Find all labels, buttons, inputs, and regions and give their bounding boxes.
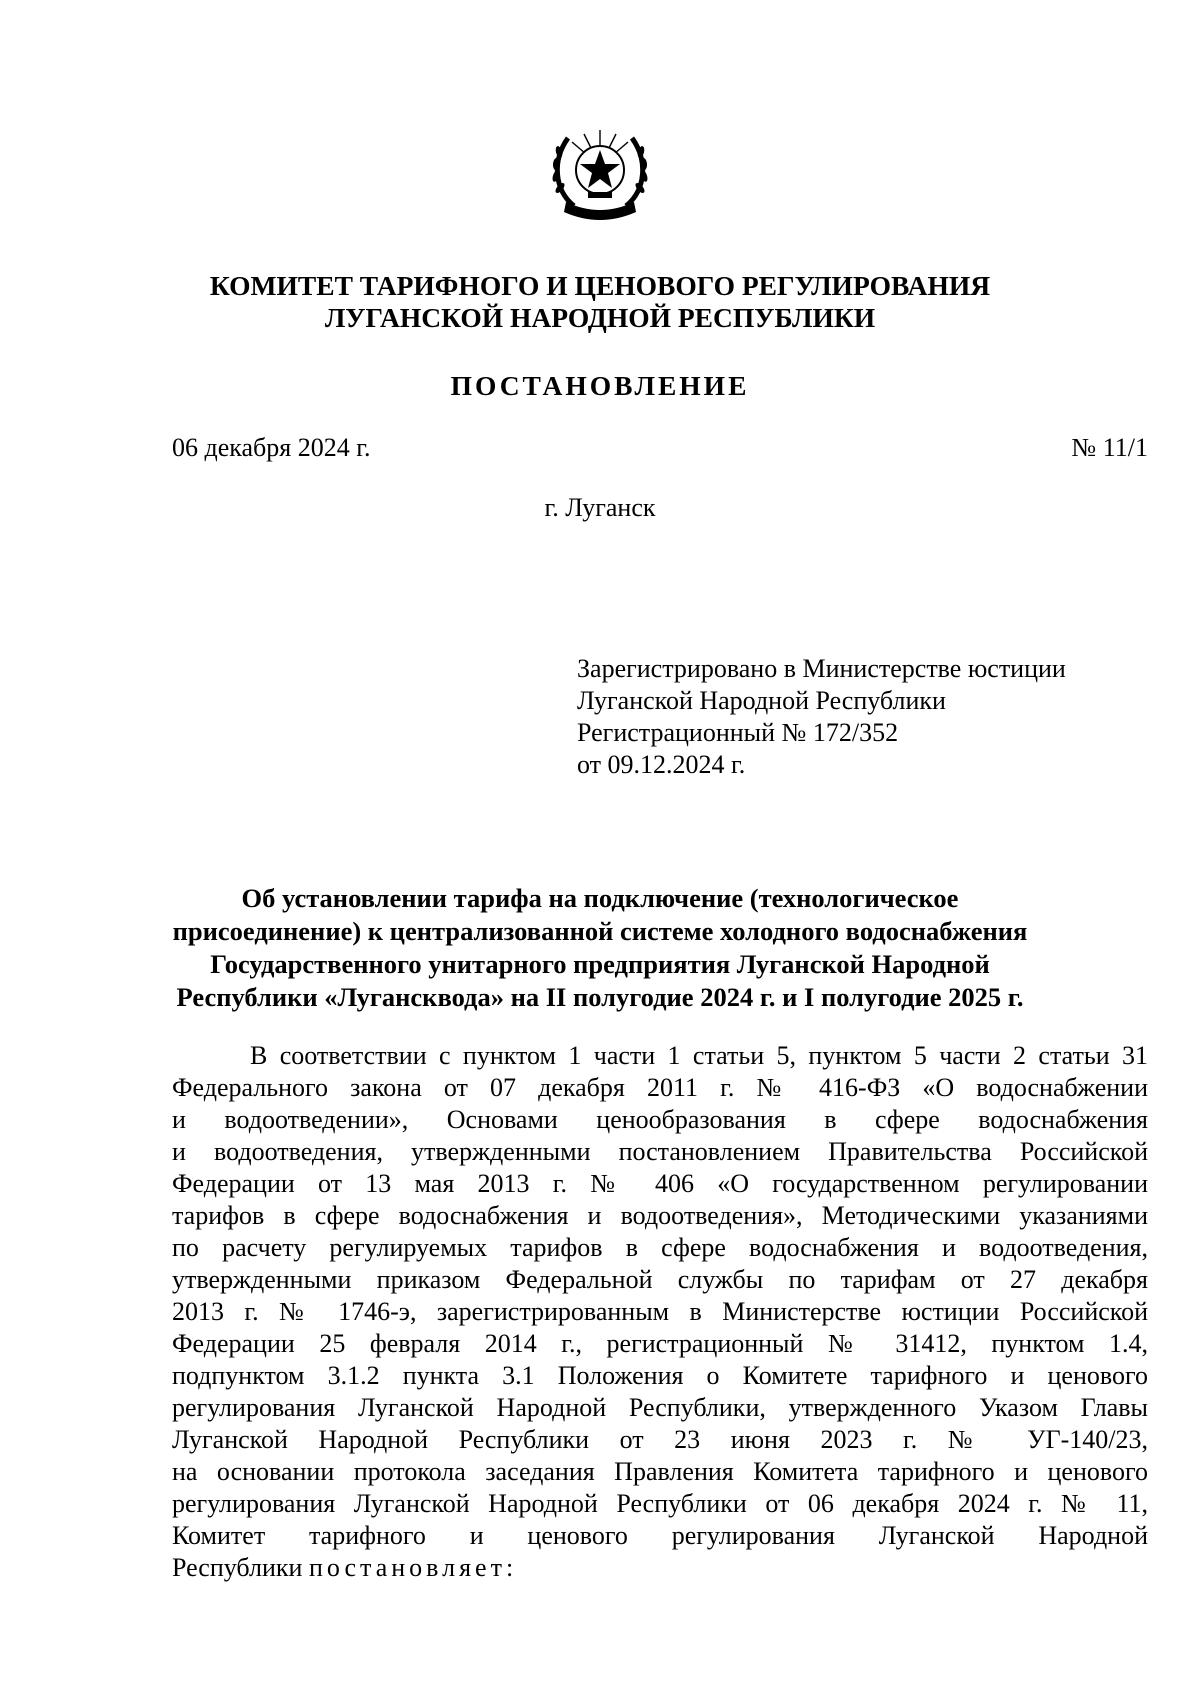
body-line: подпунктом 3.1.2 пункта 3.1 Положения о Комитете тарифного и ценового <box>172 1361 1148 1390</box>
body-line: В соответствии с пунктом 1 части 1 статьи 5, пунктом 5 части 2 статьи 31 <box>250 1041 1148 1070</box>
title-line: Об установлении тарифа на подключение (технологическое <box>241 883 959 913</box>
title-line: присоединение) к централизованной системе холодного водоснабжения <box>172 916 1028 946</box>
document-date: 06 декабря 2024 г. <box>172 433 371 462</box>
body-text <box>172 1040 1148 1584</box>
body-line: регулирования Луганской Народной Республики от 06 декабря 2024 г. № 11, <box>172 1489 1148 1518</box>
body-line: на основании протокола заседания Правления Комитета тарифного и ценового <box>172 1457 1148 1486</box>
registration-block <box>577 653 1066 781</box>
registration-line: Регистрационный № 172/352 <box>577 718 899 747</box>
registration-line: от 09.12.2024 г. <box>577 750 746 779</box>
body-line: Федерации от 13 мая 2013 г. № 406 «О государственном регулировании <box>172 1169 1148 1198</box>
resolution-word: постановляет: <box>308 1553 518 1582</box>
body-line: Федерации 25 февраля 2014 г., регистрационный № 31412, пунктом 1.4, <box>172 1329 1148 1358</box>
document-number: № 11/1 <box>1071 433 1148 462</box>
body-line: и водоотведения, утвержденными постановлением Правительства Российской <box>172 1137 1148 1166</box>
body-line: и водоотведении», Основами ценообразования в сфере водоснабжения <box>172 1105 1148 1134</box>
body-line: утвержденными приказом Федеральной службы по тарифам от 27 декабря <box>172 1265 1148 1294</box>
registration-line: Зарегистрировано в Министерстве юстиции <box>577 654 1066 683</box>
body-line-final <box>172 1552 1148 1584</box>
title-line: Республики «Лугансквода» на II полугодие 2024 г. и I полугодие 2025 г. <box>176 982 1024 1012</box>
document-type: ПОСТАНОВЛЕНИЕ <box>450 370 750 401</box>
body-line: 2013 г. № 1746-э, зарегистрированным в Министерстве юстиции Российской <box>172 1297 1148 1326</box>
body-line: регулирования Луганской Народной Республики, утвержденного Указом Главы <box>172 1393 1148 1422</box>
body-line-final-start: Республики <box>172 1553 309 1582</box>
coat-of-arms-icon <box>544 118 656 230</box>
authority-line-1: КОМИТЕТ ТАРИФНОГО И ЦЕНОВОГО РЕГУЛИРОВАНИЯ <box>209 270 991 301</box>
document-city: г. Луганск <box>544 493 656 522</box>
authority-line-2: ЛУГАНСКОЙ НАРОДНОЙ РЕСПУБЛИКИ <box>324 302 876 333</box>
document-title <box>120 882 1080 1014</box>
title-line: Государственного унитарного предприятия Луганской Народной <box>210 949 990 979</box>
body-line: Комитет тарифного и ценового регулирования Луганской Народной <box>172 1521 1148 1550</box>
registration-line: Луганской Народной Республики <box>577 686 946 715</box>
issuing-authority <box>0 270 1200 334</box>
body-line: Луганской Народной Республики от 23 июня 2023 г. № УГ-140/23, <box>172 1425 1148 1454</box>
body-line: по расчету регулируемых тарифов в сфере водоснабжения и водоотведения, <box>172 1233 1148 1262</box>
body-line: Федерального закона от 07 декабря 2011 г. № 416-ФЗ «О водоснабжении <box>172 1073 1148 1102</box>
body-line: тарифов в сфере водоснабжения и водоотведения», Методическими указаниями <box>172 1201 1148 1230</box>
